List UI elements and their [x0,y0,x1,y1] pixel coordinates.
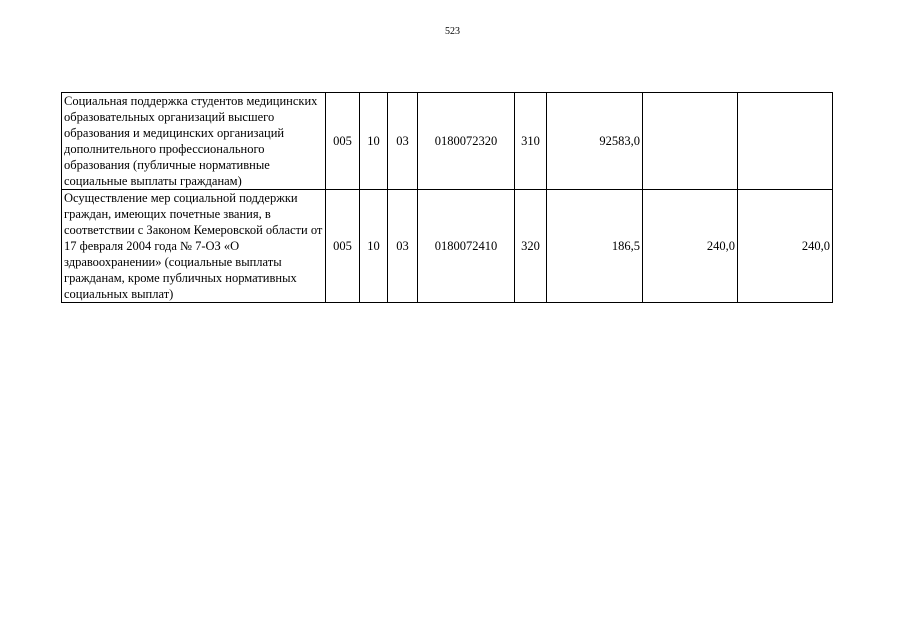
target-article-code: 0180072320 [418,93,515,190]
section-code: 10 [360,93,388,190]
amount-year-1: 92583,0 [547,93,643,190]
page-number: 523 [445,26,460,37]
subsection-code: 03 [388,190,418,303]
budget-table [61,92,833,303]
amount-year-1: 186,5 [547,190,643,303]
ministry-code: 005 [326,93,360,190]
table-row [62,190,833,303]
subsection-code: 03 [388,93,418,190]
amount-year-2: 240,0 [643,190,738,303]
amount-year-2 [643,93,738,190]
table-row [62,93,833,190]
ministry-code: 005 [326,190,360,303]
expense-type-code: 310 [515,93,547,190]
row-description: Осуществление мер социальной поддержки граждан, имеющих почетные звания, в соответствии с Законом Кемеровской области от 17 февраля 2004 года № 7-ОЗ «О здравоохранении» (социальные выплаты гражданам, кроме публичных нормативных социальных выплат) [62,190,326,303]
amount-year-3 [738,93,833,190]
expense-type-code: 320 [515,190,547,303]
section-code: 10 [360,190,388,303]
amount-year-3: 240,0 [738,190,833,303]
row-description: Социальная поддержка студентов медицинских образовательных организаций высшего образования и медицинских организаций дополнительного профессионального образования (публичные нормативные социальные выплаты гражданам) [62,93,326,190]
target-article-code: 0180072410 [418,190,515,303]
